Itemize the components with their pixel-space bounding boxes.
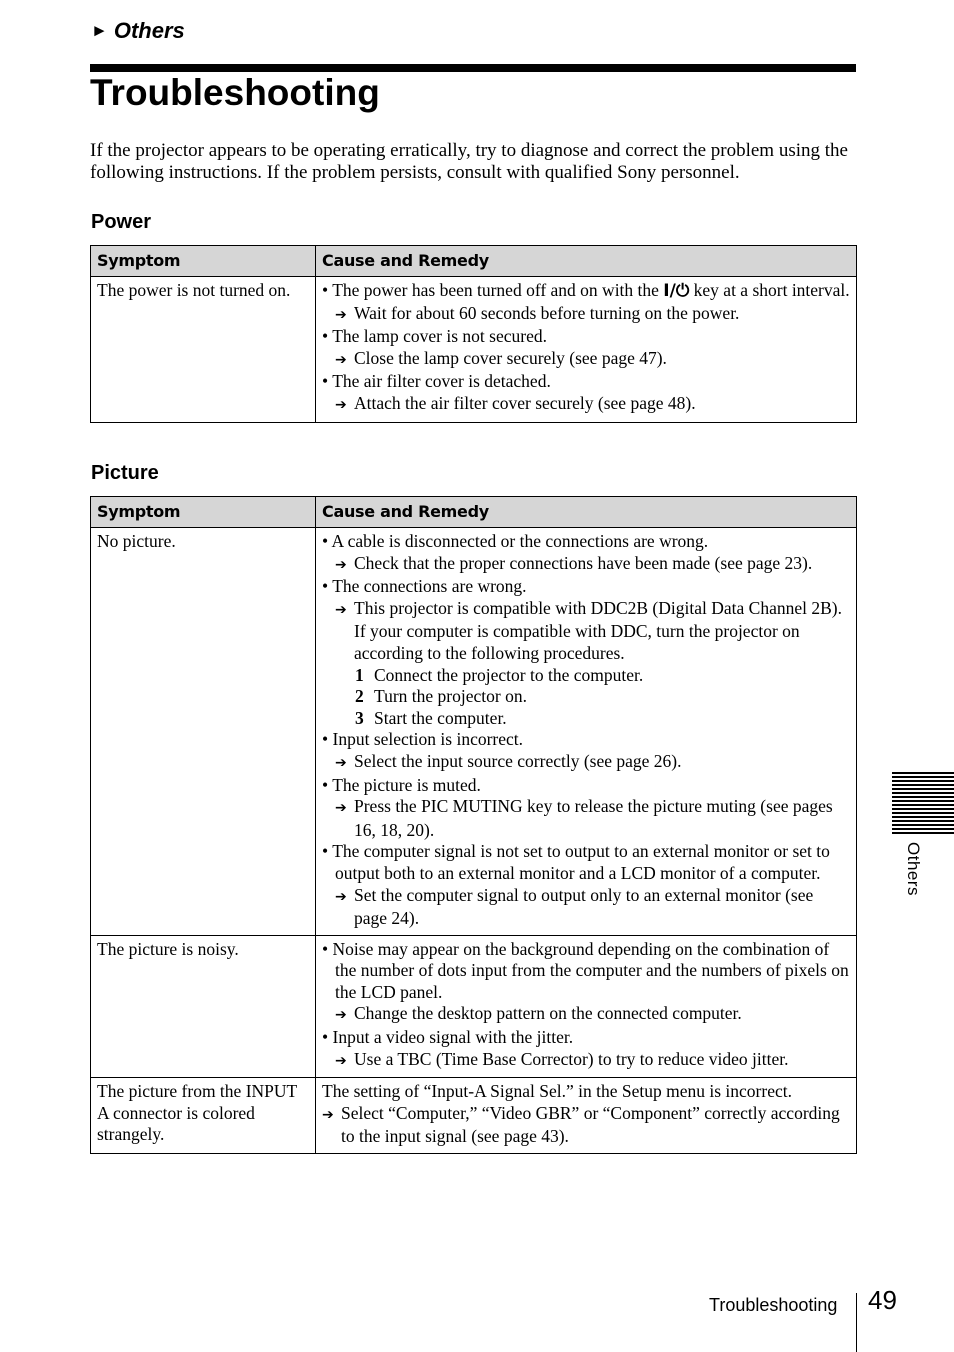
- remedy-item: ➔ Check that the proper connections have been made (see page 23).: [322, 553, 850, 577]
- remedy-item: ➔ This projector is compatible with DDC2B (Digital Data Channel 2B). If your computer is compatible with DDC, turn the projector on according to the following procedures.: [335, 597, 842, 663]
- page-title: Troubleshooting: [90, 72, 380, 113]
- arrow-icon: ➔: [335, 1052, 347, 1069]
- arrow-icon: ➔: [335, 396, 347, 413]
- symptom-cell: The picture is noisy.: [91, 935, 316, 1078]
- symptom-cell: The picture from the INPUT A connector is colored strangely.: [91, 1078, 316, 1154]
- bullet-icon: •: [322, 576, 333, 597]
- power-heading: Power: [91, 211, 152, 233]
- cause-item: • Noise may appear on the background depending on the combination of the number of dots input from the computer and the numbers of pixels on the LCD panel.: [322, 938, 849, 1002]
- arrow-icon: ➔: [335, 1007, 347, 1024]
- table-row: [91, 935, 857, 1078]
- cause-header: Cause and Remedy: [316, 497, 857, 528]
- arrow-icon: ➔: [335, 754, 347, 771]
- triangle-marker-icon: ►: [91, 21, 108, 40]
- remedy-cell: [316, 1078, 857, 1154]
- symptom-cell: No picture.: [91, 528, 316, 936]
- remedy-item: ➔ Use a TBC (Time Base Corrector) to try to reduce video jitter.: [322, 1049, 850, 1073]
- picture-table: [90, 496, 857, 1154]
- footer-section-label: Troubleshooting: [709, 1295, 838, 1315]
- picture-heading: Picture: [91, 462, 159, 484]
- cause-header: Cause and Remedy: [316, 246, 857, 277]
- remedy-item: ➔ Select the input source correctly (see page 26).: [322, 751, 850, 775]
- bullet-icon: •: [322, 1027, 333, 1048]
- section-header: [91, 18, 185, 44]
- arrow-icon: ➔: [322, 1106, 334, 1123]
- cause-item: • The power has been turned off and on with the I/⏻ key at a short interval.: [322, 280, 850, 301]
- remedy-item: ➔ Attach the air filter cover securely (see page 48).: [322, 393, 850, 417]
- bullet-icon: •: [322, 841, 333, 862]
- step-number: 3: [355, 707, 364, 728]
- arrow-icon: ➔: [335, 556, 347, 573]
- remedy-cell: [316, 935, 857, 1078]
- bullet-icon: •: [322, 774, 333, 795]
- cause-item: • Input selection is incorrect.: [322, 729, 524, 750]
- table-row: [91, 1078, 857, 1154]
- remedy-item: ➔ Select “Computer,” “Video GBR” or “Component” correctly according to the input signal (see page 43).: [322, 1102, 840, 1147]
- remedy-cell: [316, 528, 857, 936]
- cause-item: • The air filter cover is detached.: [322, 371, 551, 392]
- cause-item: • The picture is muted.: [322, 774, 481, 795]
- footer-divider: [856, 1293, 857, 1352]
- remedy-item: ➔ Change the desktop pattern on the connected computer.: [322, 1003, 850, 1027]
- section-name: Others: [113, 18, 185, 43]
- remedy-item: ➔ Close the lamp cover securely (see page 47).: [322, 348, 850, 372]
- arrow-icon: ➔: [335, 800, 347, 817]
- cause-item: • Input a video signal with the jitter.: [322, 1027, 574, 1048]
- intro-paragraph: If the projector appears to be operating erratically, try to diagnose and correct the problem using the following instructions. If the problem persists, consult with qualified Sony personnel.: [90, 140, 848, 183]
- page-number: 49: [868, 1285, 897, 1315]
- remedy-item: ➔ Wait for about 60 seconds before turning on the power.: [322, 303, 850, 327]
- table-row: [91, 528, 857, 936]
- step-item: 3 Start the computer.: [355, 707, 507, 728]
- power-table: [90, 245, 857, 423]
- step-item: 1 Connect the projector to the computer.: [355, 664, 644, 685]
- title-rule: [90, 64, 856, 72]
- step-number: 1: [355, 664, 364, 685]
- step-number: 2: [355, 686, 364, 707]
- step-item: 2 Turn the projector on.: [355, 686, 527, 707]
- cause-item: • The computer signal is not set to output to an external monitor or set to output both to an external monitor and a LCD monitor of a computer.: [322, 841, 830, 883]
- symptom-header: Symptom: [91, 497, 316, 528]
- bullet-icon: •: [322, 531, 332, 551]
- bullet-icon: •: [322, 280, 333, 300]
- bullet-icon: •: [322, 729, 333, 750]
- side-tab-label: Others: [904, 842, 923, 897]
- bullet-icon: •: [322, 326, 333, 347]
- side-tab-stripes: [892, 772, 954, 836]
- bullet-icon: •: [322, 938, 333, 959]
- remedy-item: ➔ Press the PIC MUTING key to release the picture muting (see pages 16, 18, 20).: [335, 796, 833, 840]
- table-header-row: [91, 246, 857, 277]
- cause-text: The setting of “Input-A Signal Sel.” in the Setup menu is incorrect.: [322, 1081, 792, 1102]
- remedy-cell: [316, 277, 857, 423]
- table-header-row: [91, 497, 857, 528]
- table-row: [91, 277, 857, 423]
- arrow-icon: ➔: [335, 351, 347, 368]
- cause-item: • The connections are wrong.: [322, 576, 527, 597]
- cause-item: • A cable is disconnected or the connections are wrong.: [322, 531, 709, 551]
- cause-item: • The lamp cover is not secured.: [322, 326, 547, 347]
- remedy-item: ➔ Set the computer signal to output only to an external monitor (see page 24).: [335, 884, 814, 929]
- arrow-icon: ➔: [335, 601, 347, 618]
- arrow-icon: ➔: [335, 888, 347, 905]
- power-key-icon: I/⏻: [663, 281, 690, 301]
- symptom-cell: The power is not turned on.: [91, 277, 316, 423]
- bullet-icon: •: [322, 371, 333, 392]
- arrow-icon: ➔: [335, 306, 347, 323]
- symptom-header: Symptom: [91, 246, 316, 277]
